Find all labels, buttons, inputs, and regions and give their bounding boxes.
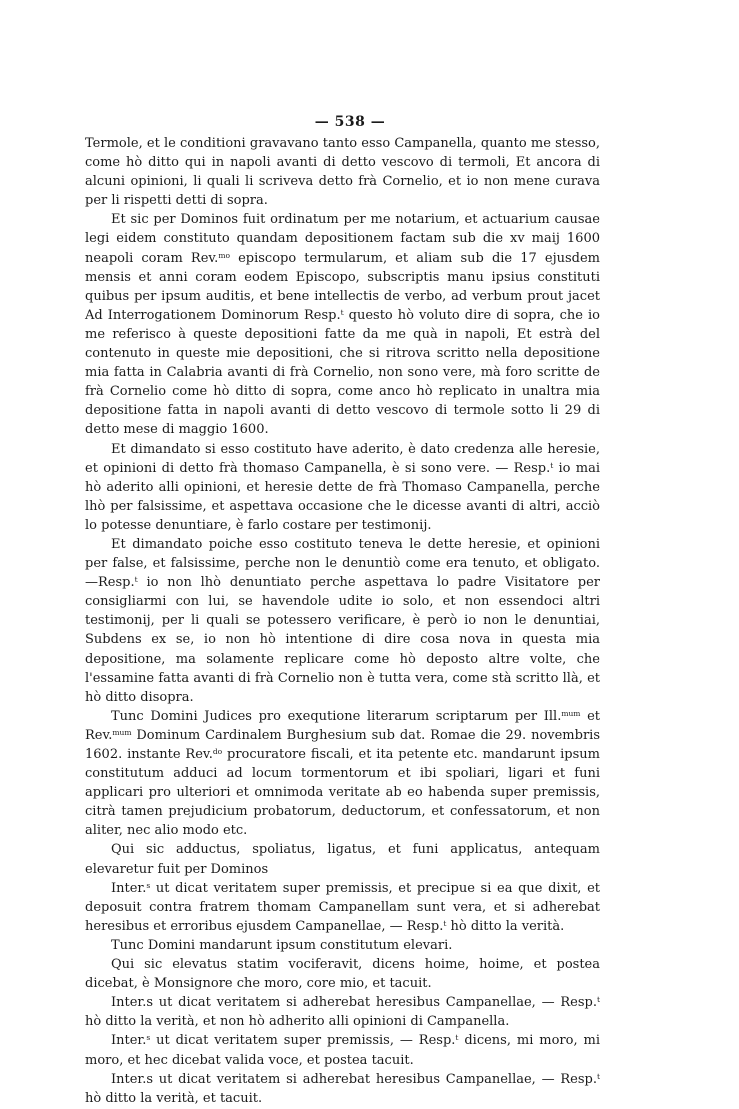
superscript-abbreviation: t (134, 575, 138, 585)
paragraph (85, 879, 600, 936)
text-segment: Inter. (111, 1033, 147, 1049)
text-segment: ut dicat veritatem super premissis, — Resp. (150, 1033, 456, 1049)
text-segment: procuratore fiscali, et ita petente etc. mandarunt ipsum constitutum adduci ad locum tormentorum et ibi spoliari, ligari et funi applicari pro ulteriori et omnimoda veritate ab eo habenda super premissis, citrà tamen prejudicium probatorum, deductorum, et confessatorum, et non aliter, nec alio modo etc. (85, 747, 600, 839)
text-segment: et Rev. (85, 708, 600, 743)
text-segment: io non lhò denuntiato perche aspettava lo padre Visitatore per consigliarmi con lui, se havendole udite io solo, et non essendoci altri testimonij, per li quali se potessero verificare, è però io non le denuntiai, Subdens ex se, io non hò intentione di dire cosa nova in questa mia depositione, ma solamente replicare come hò deposto altre volte, che l'essamine fatta avanti di frà Cornelio non è tutta vera, come stà scritto llà, et hò ditto disopra. (85, 575, 600, 705)
text-segment: io mai hò aderito alli opinioni, et heresie dette de frà Thomaso Campanella, perche lhò per falsissime, et aspettava occasione che le dicesse avanti di altri, acciò lo potesse denuntiare, è farlo costare per testimonij. (85, 460, 601, 533)
text-segment: questo hò voluto dire di sopra, che io me referisco à queste depositioni fatte da me quà in napoli, Et estrà del contenuto in queste mie depositioni, che si ritrova scritto nella depositione mia fatta in Calabria avanti di frà Cornelio, non sono vere, mà foro scritte de frà Cornelio come hò ditto di sopra, come anco hò replicato in unaltra mia depositione fatta in napoli avanti di detto vescovo di termole sotto li 29 di detto mese di maggio 1600. (85, 307, 601, 438)
text-segment: hò ditto la verità, et non hò adherito alli opinioni di Campanella. (85, 1014, 510, 1030)
paragraph (85, 993, 600, 1031)
superscript-abbreviation: do (212, 746, 223, 756)
paragraph (85, 1070, 600, 1108)
text-segment: Et dimandato poiche esso costituto teneva le dette heresie, et opinioni per false, et falsissime, perche non le denuntiò come era tenuto, et obligato.—Resp. (85, 536, 600, 591)
superscript-abbreviation: t (596, 995, 600, 1005)
document-page (85, 114, 600, 1108)
paragraph (85, 134, 600, 210)
text-segment: Inter.s ut dicat veritatem si adherebat heresibus Campanellae, — Resp. (111, 995, 597, 1011)
text-segment: Termole, et le conditioni gravavano tanto esso Campanella, quanto me stesso, come hò ditto qui in napoli avanti di detto vescovo di termoli, Et ancora di alcuni opinioni, li quali li scriveva detto frà Cornelio, et io non mene curava per li rispetti detti di sopra. (85, 136, 600, 209)
superscript-abbreviation: mum (112, 727, 132, 737)
paragraph (85, 535, 600, 707)
text-segment: Dominum Cardinalem Burghesium sub dat. Romae die 29. novembris 1602. instante Rev. (85, 727, 600, 762)
text-segment: Inter.s ut dicat veritatem si adherebat heresibus Campanellae, — Resp. (111, 1071, 597, 1087)
paragraph (85, 936, 600, 955)
superscript-abbreviation: mo (218, 250, 230, 260)
superscript-abbreviation: t (443, 918, 447, 928)
text-segment: Tunc Domini mandarunt ipsum constitutum elevari. (111, 937, 453, 953)
paragraph (85, 707, 600, 841)
paragraph (85, 955, 600, 993)
text-segment: Qui sic elevatus statim vociferavit, dicens hoime, hoime, et postea dicebat, è Monsignore che moro, core mio, et tacuit. (85, 957, 600, 992)
superscript-abbreviation: t (340, 307, 344, 317)
paragraph (85, 1031, 600, 1069)
paragraph (85, 840, 600, 878)
superscript-abbreviation: t (596, 1071, 600, 1081)
text-segment: Inter. (111, 880, 147, 896)
body-text (85, 134, 600, 1108)
page-number: — 538 — (314, 114, 386, 130)
superscript-abbreviation: s (146, 1033, 151, 1043)
paragraph (85, 440, 600, 535)
superscript-abbreviation: s (146, 880, 151, 890)
text-segment: Qui sic adductus, spoliatus, ligatus, et funi applicatus, antequam elevaretur fuit per Dominos (85, 842, 600, 877)
text-segment: ut dicat veritatem super premissis, et precipue si ea que dixit, et deposuit contra fratrem thomam Campanellam sunt vera, et si adherebat heresibus et erroribus ejusdem Campanellae, — Resp. (85, 880, 600, 934)
text-segment: dicens, mi moro, mi moro, et hec dicebat valida voce, et postea tacuit. (85, 1033, 600, 1068)
superscript-abbreviation: t (455, 1033, 459, 1043)
text-segment: hò ditto la verità, et tacuit. (85, 1090, 263, 1106)
text-segment: episcopo termularum, et aliam sub die 17 ejusdem mensis et anni coram eodem Episcopo, subscriptis manu ipsius constituti quibus per ipsum auditis, et bene intellectis de verbo, ad verbum prout jacet Ad Interrogationem Dominorum Resp. (85, 250, 600, 323)
text-segment: Et sic per Dominos fuit ordinatum per me notarium, et actuarium causae legi eidem constituto quandam depositionem factam sub die xv maij 1600 neapoli coram Rev. (85, 212, 600, 266)
paragraph (85, 210, 600, 439)
text-segment: Et dimandato si esso costituto have aderito, è dato credenza alle heresie, et opinioni di detto frà thomaso Campanella, è si sono vere. — Resp. (85, 441, 600, 476)
superscript-abbreviation: t (550, 460, 554, 470)
text-segment: Tunc Domini Judices pro exequtione literarum scriptarum per Ill. (111, 708, 562, 724)
superscript-abbreviation: mum (561, 708, 581, 718)
text-segment: hò ditto la verità. (446, 918, 565, 934)
